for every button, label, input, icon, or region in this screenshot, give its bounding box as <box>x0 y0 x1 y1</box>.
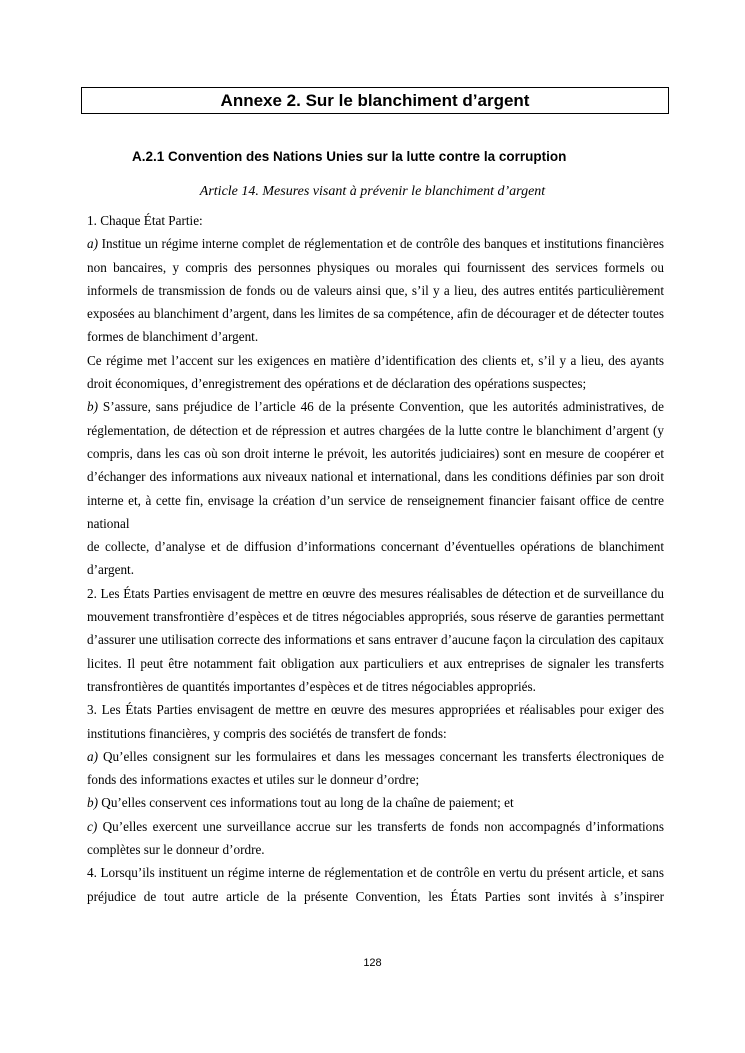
paragraph-1a: a) Institue un régime interne complet de réglementation et de contrôle des banques et institutions financières non bancaires, y compris des personnes physiques ou morales qui fournissent des services formels ou informels de transmission de fonds ou de valeurs ainsi que, s’il y a lieu, des autres entités particulièrement exposées au blanchiment d’argent, dans les limites de sa compétence, afin de décourager et de détecter toutes formes de blanchiment d’argent. <box>87 236 664 345</box>
article-body <box>87 209 664 908</box>
page-number: 128 <box>363 957 382 969</box>
paragraph-3b: b) Qu’elles conservent ces informations tout au long de la chaîne de paiement; et <box>87 795 514 811</box>
paragraph-1b-continued: de collecte, d’analyse et de diffusion d’informations concernant d’éventuelles opérations de blanchiment d’argent. <box>87 539 664 578</box>
section-heading: A.2.1 Convention des Nations Unies sur la lutte contre la corruption <box>132 149 567 164</box>
paragraph-1b: b) S’assure, sans préjudice de l’article 46 de la présente Convention, que les autorités administratives, de réglementation, de détection et de répression et autres chargées de la lutte contre le blanchiment d’argent (y compris, dans les cas où son droit interne le prévoit, les autorités judiciaires) sont en mesure de coopérer et d’échanger des informations aux niveaux national et international, dans les conditions définies par son droit interne et, à cette fin, envisage la création d’un service de renseignement financier faisant office de centre national <box>87 399 664 531</box>
paragraph-3: 3. Les États Parties envisagent de mettre en œuvre des mesures appropriées et réalisables pour exiger des institutions financières, y compris des sociétés de transfert de fonds: <box>87 702 664 741</box>
paragraph-3c: c) Qu’elles exercent une surveillance accrue sur les transferts de fonds non accompagnés d’informations complètes sur le donneur d’ordre. <box>87 818 664 858</box>
paragraph-3a: a) Qu’elles consignent sur les formulaires et dans les messages concernant les transferts électroniques de fonds des informations exactes et utiles sur le donneur d’ordre; <box>87 748 664 788</box>
annex-title: Annexe 2. Sur le blanchiment d’argent <box>81 87 669 114</box>
paragraph-1a-continued: Ce régime met l’accent sur les exigences en matière d’identification des clients et, s’il y a lieu, des ayants droit économiques, d’enregistrement des opérations et de déclaration des opérations suspectes; <box>87 352 664 392</box>
paragraph-2: 2. Les États Parties envisagent de mettre en œuvre des mesures réalisables de détection et de surveillance du mouvement transfrontière d’espèces et de titres négociables appropriés, sous réserve de garanties permettant d’assurer une utilisation correcte des informations et sans entraver d’aucune façon la circulation des capitaux licites. Il peut être notamment fait obligation aux particuliers et aux entreprises de signaler les transferts transfrontières de quantités importantes d’espèces et de titres négociables appropriés. <box>87 585 664 694</box>
article-heading: Article 14. Mesures visant à prévenir le blanchiment d’argent <box>199 184 546 199</box>
paragraph-1-intro: 1. Chaque État Partie: <box>87 213 203 228</box>
paragraph-4: 4. Lorsqu’ils instituent un régime interne de réglementation et de contrôle en vertu du présent article, et sans préjudice de tout autre article de la présente Convention, les États Parties sont invités à s’inspirer <box>87 865 664 904</box>
